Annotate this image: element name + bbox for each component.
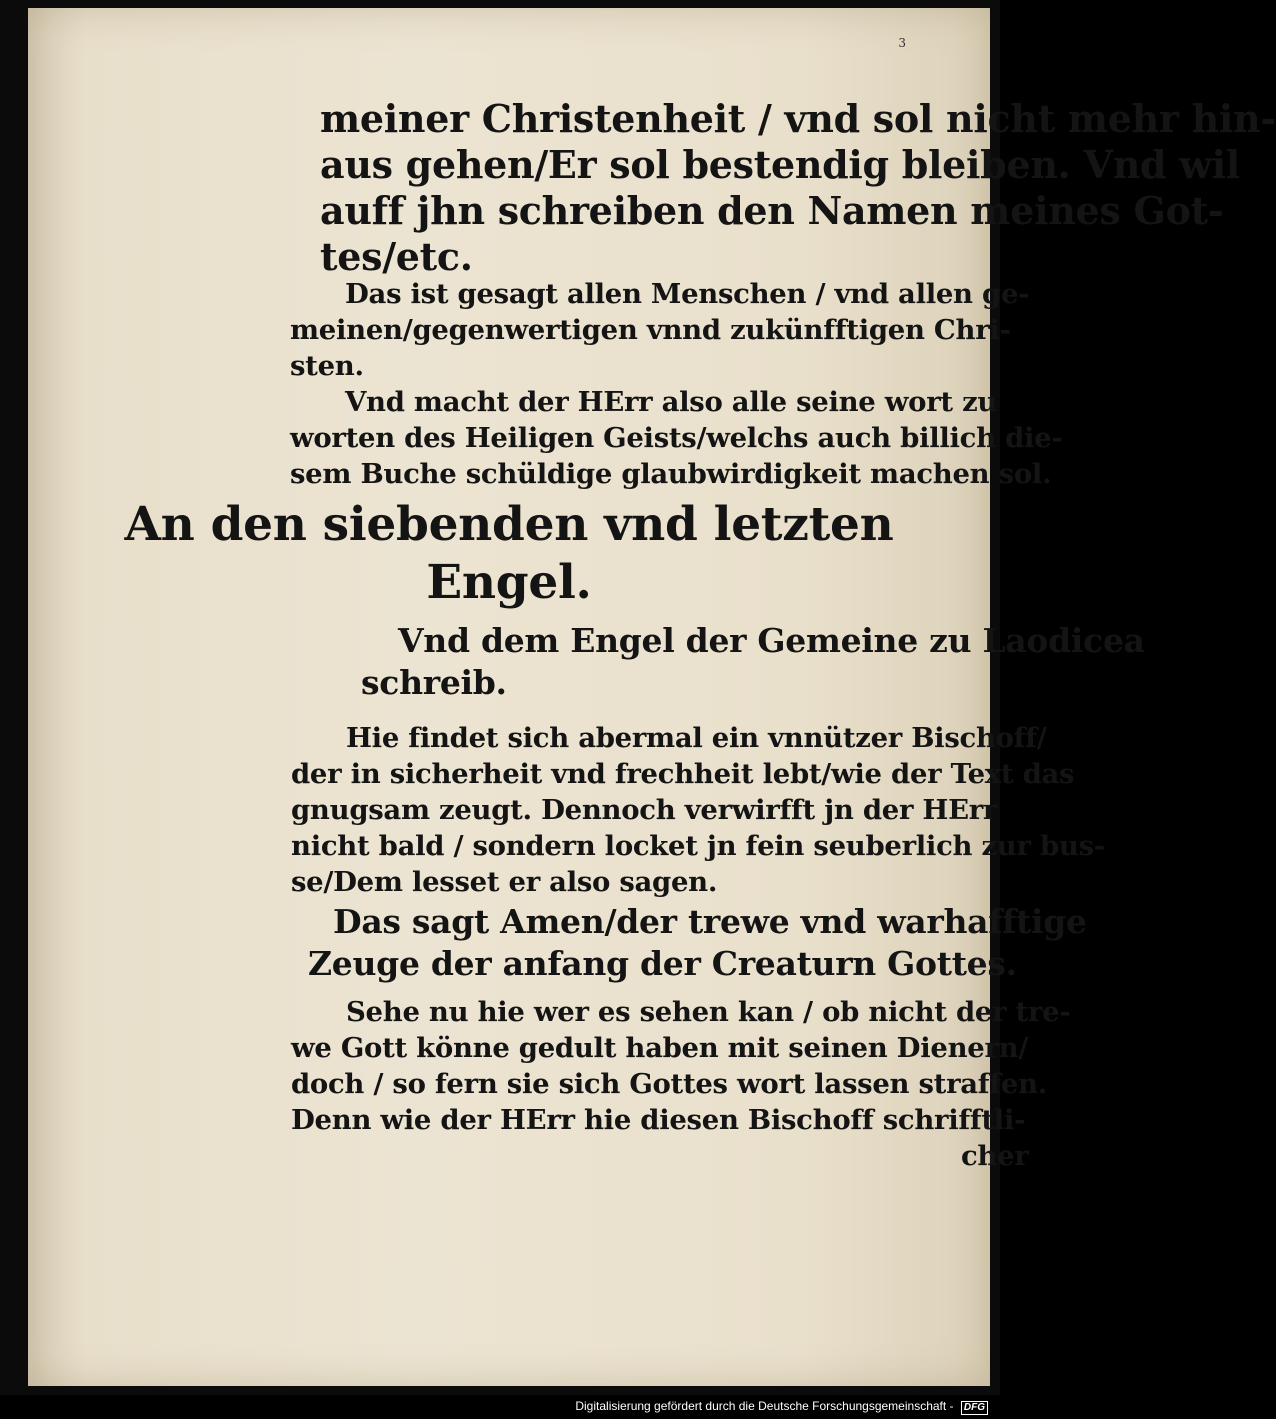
text-line: Das ist gesagt allen Menschen / vnd allen ge- xyxy=(345,278,1030,310)
text-line: Zeuge der anfang der Creaturn Gottes. xyxy=(308,944,1017,983)
page-mark: 3 xyxy=(898,36,906,50)
scripture-quote xyxy=(303,901,1087,985)
text-line: doch / so fern sie sich Gottes wort lassen straffen. xyxy=(291,1068,1047,1100)
text-block-4 xyxy=(291,994,1070,1174)
catchword: cher xyxy=(960,1140,1029,1172)
text-line: se/Dem lesset er also sagen. xyxy=(291,866,718,898)
text-line: nicht bald / sondern locket jn fein seuberlich zur bus- xyxy=(291,830,1105,862)
text-line: we Gott könne gedult haben mit seinen Dienern/ xyxy=(291,1032,1029,1064)
text-line: schreib. xyxy=(361,663,507,702)
footer-credit-text: Digitalisierung gefördert durch die Deutsche Forschungsgemeinschaft - xyxy=(575,1399,954,1413)
subheading xyxy=(328,620,1145,704)
text-block-2 xyxy=(290,276,1062,492)
section-heading-line-2: Engel. xyxy=(426,555,592,610)
text-line: tes/etc. xyxy=(320,234,473,279)
footer-credit xyxy=(575,1399,988,1415)
text-line: sten. xyxy=(290,350,364,382)
text-line: Vnd macht der HErr also alle seine wort zu xyxy=(345,386,998,418)
text-line: aus gehen/Er sol bestendig bleiben. Vnd wil xyxy=(320,142,1240,187)
text-block-3 xyxy=(291,720,1105,900)
dfg-logo-icon: DFG xyxy=(961,1401,988,1415)
text-line: Das sagt Amen/der trewe vnd warhafftige xyxy=(333,902,1087,941)
text-line: Denn wie der HErr hie diesen Bischoff schrifftli- xyxy=(291,1104,1026,1136)
text-line: der in sicherheit vnd frechheit lebt/wie der Text das xyxy=(291,758,1075,790)
text-line: meinen/gegenwertigen vnnd zukünfftigen Chri- xyxy=(290,314,1011,346)
text-line: meiner Christenheit / vnd sol nicht mehr hin- xyxy=(320,96,1276,141)
text-block-1 xyxy=(320,96,1276,280)
text-line: Vnd dem Engel der Gemeine zu Laodicea xyxy=(398,621,1145,660)
text-line: gnugsam zeugt. Dennoch verwirfft jn der HErr xyxy=(291,794,998,826)
section-heading: An den siebenden vnd letzten xyxy=(124,497,894,552)
footer-bar xyxy=(0,1395,1000,1419)
text-line: worten des Heiligen Geists/welchs auch billich die- xyxy=(290,422,1063,454)
text-line: auff jhn schreiben den Namen meines Got- xyxy=(320,188,1224,233)
book-page xyxy=(28,8,1276,1386)
text-line: sem Buche schüldige glaubwirdigkeit machen sol. xyxy=(290,458,1052,490)
text-line: Hie findet sich abermal ein vnnützer Bischoff/ xyxy=(346,722,1047,754)
text-line: Sehe nu hie wer es sehen kan / ob nicht der tre- xyxy=(346,996,1071,1028)
